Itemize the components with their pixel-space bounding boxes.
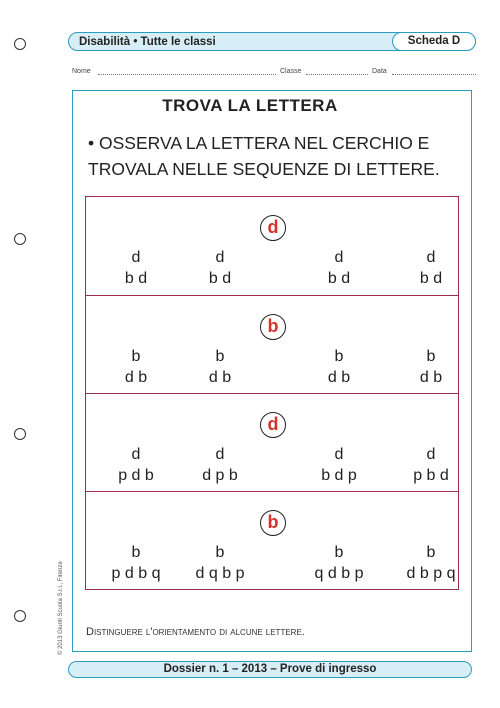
- letter-group: [304, 247, 374, 289]
- target-letter-circle: b: [260, 510, 286, 536]
- letter-group: [396, 542, 466, 584]
- group-letter: d: [131, 249, 141, 266]
- letter-group: [101, 247, 171, 289]
- group-letter: d: [215, 446, 225, 463]
- group-sequence: d p b: [202, 467, 238, 484]
- teacher-note: Distinguere l'orientamento di alcune lettere.: [86, 626, 305, 638]
- header-category: Disabilità • Tutte le classi: [79, 36, 216, 48]
- group-letter: b: [334, 348, 344, 365]
- group-letter: d: [426, 446, 436, 463]
- letter-group: [304, 444, 374, 486]
- name-class-date-row: [72, 68, 476, 80]
- group-sequence: p d b q: [111, 565, 161, 582]
- group-sequence: p d b: [118, 467, 154, 484]
- group-letter: d: [215, 249, 225, 266]
- group-letter: b: [131, 348, 141, 365]
- scheda-label: Scheda D: [392, 32, 476, 51]
- group-letter: d: [131, 446, 141, 463]
- letter-group: [396, 247, 466, 289]
- group-sequence: d q b p: [195, 565, 245, 582]
- group-sequence: d b: [419, 369, 443, 386]
- name-field-line: [98, 74, 276, 75]
- group-letter: b: [334, 544, 344, 561]
- group-sequence: b d: [124, 270, 148, 287]
- group-sequence: b d: [327, 270, 351, 287]
- exercise-grid: [85, 196, 459, 590]
- group-letter: d: [334, 446, 344, 463]
- class-field-line: [306, 74, 368, 75]
- group-letter: b: [215, 348, 225, 365]
- letter-group: [396, 346, 466, 388]
- binder-hole: [14, 428, 26, 440]
- group-sequence: d b: [327, 369, 351, 386]
- footer-bar: Dossier n. 1 – 2013 – Prove di ingresso: [68, 661, 472, 678]
- worksheet-title: TROVA LA LETTERA: [162, 96, 338, 115]
- group-letter: d: [334, 249, 344, 266]
- group-sequence: d b p q: [406, 565, 456, 582]
- letter-group: [304, 346, 374, 388]
- group-sequence: b d: [208, 270, 232, 287]
- group-sequence: d b: [124, 369, 148, 386]
- target-letter-circle: d: [260, 215, 286, 241]
- letter-group: [185, 444, 255, 486]
- group-letter: b: [426, 544, 436, 561]
- date-field-line: [392, 74, 476, 75]
- class-label: Classe: [280, 68, 302, 75]
- copyright-text: © 2013 Giunti Scuola S.r.l., Firenze: [58, 561, 64, 655]
- group-sequence: q d b p: [314, 565, 364, 582]
- letter-group: [185, 247, 255, 289]
- letter-group: [101, 444, 171, 486]
- group-letter: b: [131, 544, 141, 561]
- binder-hole: [14, 233, 26, 245]
- exercise-row: [86, 295, 458, 393]
- group-sequence: b d: [419, 270, 443, 287]
- date-label: Data: [372, 68, 387, 75]
- group-sequence: b d p: [321, 467, 357, 484]
- group-sequence: p b d: [413, 467, 449, 484]
- target-letter-circle: b: [260, 314, 286, 340]
- group-letter: d: [426, 249, 436, 266]
- exercise-row: [86, 491, 458, 589]
- letter-group: [304, 542, 374, 584]
- letter-group: [185, 346, 255, 388]
- letter-group: [101, 346, 171, 388]
- group-letter: b: [215, 544, 225, 561]
- letter-group: [185, 542, 255, 584]
- binder-hole: [14, 610, 26, 622]
- instruction-text: • OSSERVA LA LETTERA NEL CERCHIO E TROVALA NELLE SEQUENZE DI LETTERE.: [88, 133, 440, 179]
- group-sequence: d b: [208, 369, 232, 386]
- exercise-row: [86, 393, 458, 491]
- group-letter: b: [426, 348, 436, 365]
- letter-group: [101, 542, 171, 584]
- exercise-row: [86, 197, 458, 295]
- binder-hole: [14, 38, 26, 50]
- target-letter-circle: d: [260, 412, 286, 438]
- name-label: Nome: [72, 68, 91, 75]
- letter-group: [396, 444, 466, 486]
- header-bar: [68, 32, 476, 51]
